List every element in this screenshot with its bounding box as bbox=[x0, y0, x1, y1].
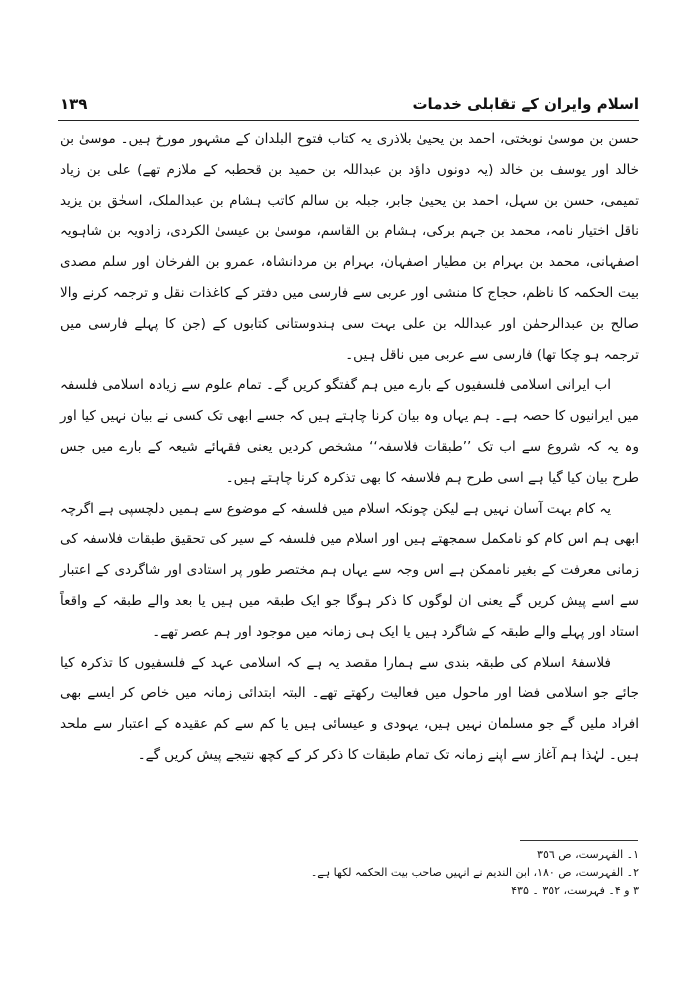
header-divider bbox=[58, 120, 639, 121]
paragraph-1: حسن بن موسیٰ نوبختی، احمد بن یحییٰ بلاذری یہ کتاب فتوح البلدان کے مشہور مورخ ہیں۔ موسیٰ بن خالد اور یوسف بن خالد (یہ دونوں داؤد بن عبداللہ بن حمید بن قحطبہ کے ملازم تھے) علی بن زیاد تمیمی، حسن بن سہل، احمد بن یحییٰ جابر، جبلہ بن سالم کاتب ہشام بن عبدالملک، اسحٰق بن یزید ناقل اختیار نامہ، محمد بن جہم برکی، ہشام بن القاسم، موسیٰ بن عیسیٰ الکردی، زادویہ بن شاہویہ اصفہانی، محمد بن بہرام بن مطیار اصفہان، بہرام بن مردانشاہ، عمرو بن الفرخان اور سلم مصدی بیت الحکمہ کا ناظم، حجاج کا منشی اور عربی سے فارسی میں دفتر کے کاغذات نقل و ترجمہ کرنے والا صالح بن عبدالرحمٰن اور عبداللہ بن علی بہت سی ہندوستانی کتابوں کے (جن کا پہلے فارسی میں ترجمہ ہو چکا تھا) فارسی سے عربی میں ناقل ہیں۔ bbox=[60, 131, 639, 363]
body-text bbox=[60, 124, 639, 771]
paragraph-3: یہ کام بہت آسان نہیں ہے لیکن چونکہ اسلام میں فلسفہ کے موضوع سے ہمیں دلچسپی ہے اگرچہ ابھی ہم اس کام کو نامکمل سمجھتے ہیں اور اسلام میں فلسفہ کے سیر کی تحقیق طبقات فلاسفہ کی زمانی معرفت کے بغیر ناممکن ہے اس وجہ سے یہاں ہم مختصر طور پر استادی اور شاگردی کے اعتبار سے اسے پیش کریں گے یعنی ان لوگوں کا ذکر ہوگا جو ایک طبقہ میں ہیں یا بعد والے طبقہ کے واقعاً استاد اور پہلے والے طبقہ کے شاگرد ہیں یا ایک ہی زمانہ میں موجود اور ہم عصر تھے۔ bbox=[60, 500, 639, 640]
footnote-2: ٢۔ الفہرست، ص ١٨٠، ابن الندیم نے انہیں صاحب بیت الحکمہ لکھا ہے۔ bbox=[310, 866, 639, 879]
header-title: اسلام وایران کے تقابلی خدمات bbox=[412, 95, 639, 113]
page-number: ١٣٩ bbox=[60, 95, 88, 113]
footnote-1: ١۔ الفہرست، ص ٣٥٦ bbox=[537, 848, 639, 861]
footnote-3: ٣ و ۴۔ فہرست، ٣٥٢ ۔ ۴٣۵ bbox=[511, 884, 639, 897]
running-header bbox=[60, 92, 639, 118]
footnotes bbox=[60, 846, 639, 900]
paragraph-4: فلاسفۂ اسلام کی طبقہ بندی سے ہمارا مقصد یہ ہے کہ اسلامی عہد کے فلسفیوں کا تذکرہ کیا جائے جو اسلامی فضا اور ماحول میں فعالیت رکھتے تھے۔ البتہ ابتدائی زمانہ میں خاص کر ایسے بھی افراد ملیں گے جو مسلمان نہیں ہیں، یہودی و عیسائی ہیں یا کم سے کم عقیدہ کے اعتبار سے ملحد ہیں۔ لہٰذا ہم آغاز سے اپنے زمانہ تک تمام طبقات کا ذکر کر کے کچھ نتیجے پیش کریں گے۔ bbox=[60, 654, 639, 763]
paragraph-2: اب ایرانی اسلامی فلسفیوں کے بارے میں ہم گفتگو کریں گے۔ تمام علوم سے زیادہ اسلامی فلسفہ میں ایرانیوں کا حصہ ہے۔ ہم یہاں وہ بیان کرنا چاہتے ہیں کہ جسے ابھی تک کسی نے بیان نہیں کیا اور وہ یہ کہ شروع سے اب تک ’’طبقات فلاسفہ‘‘ مشخص کردیں یعنی فقہائے شیعہ کے بارے میں جس طرح بیان کیا گیا ہے اسی طرح ہم فلاسفہ کا بھی تذکرہ کرنا چاہتے ہیں۔ bbox=[60, 377, 639, 486]
footnote-divider bbox=[520, 840, 638, 841]
